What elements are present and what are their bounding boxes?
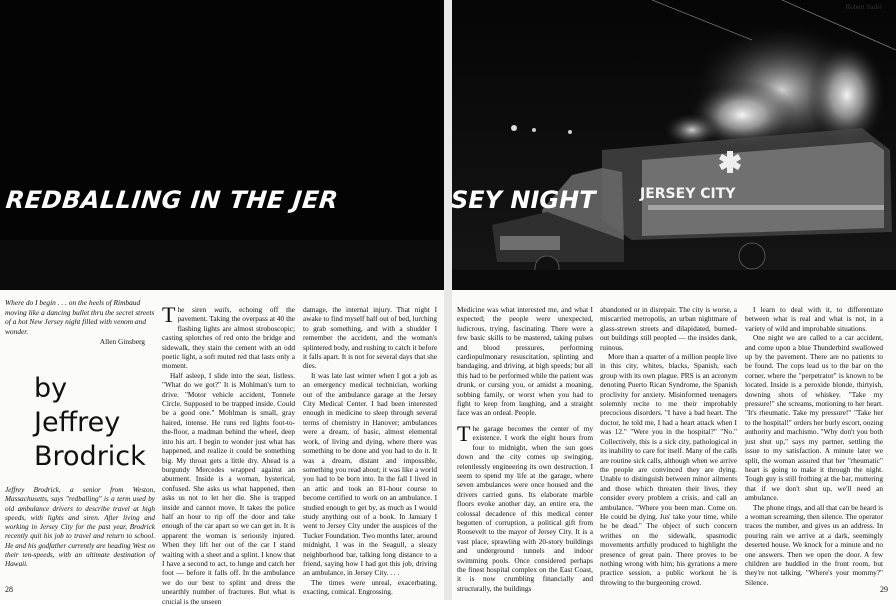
col2-para: The times were unreal, exacerbating, exacting, comical. Engrossing. [303, 577, 437, 597]
column-1 [162, 302, 295, 606]
col3-lead: he garage becomes the center of my existence. I work the eight hours from four to midnight, when the sun goes down and the city comes up swinging, relentlessly engineering its own destruction. I seem to spend my life at the garage, where seven ambulances were once housed and the drivers carried guns. Its elaborate marble floors evoke another day, an entire era, the colossal decadence of this medical center begotten of corruption, a political gift from Roosevelt to the mayor of Jersey City. It is a vast place, sprawling with 20-story buildings and underground tunnels and indoor swimming pools. Once considered perhaps the finest hospital complex on the East Coast, it is now crumbling financially and structurally, the buildings [457, 423, 593, 593]
headline-part2: SEY NIGHT [451, 186, 596, 214]
headline-part1: REDBALLING IN THE JER [4, 186, 340, 214]
page-number-right: 29 [880, 585, 888, 594]
photo-right-half [452, 0, 896, 290]
photo-credit: Robert Sadel [845, 3, 882, 11]
dropcap: T [457, 420, 471, 446]
epigraph-author: Allen Ginsberg [99, 337, 145, 346]
col3-lead-para [457, 420, 593, 593]
byline-name: Brodrick [34, 441, 146, 472]
col2-para: It was late last winter when I got a job as an emergency medical technician, working out of the ambulance garage at the Jersey City Medical Center. I had been interested enough in medicine to sleep through several terms of chemistry in Hanover; ambulances were a dream, of basic, almost elemental work, of living and dying, where there was something to be done and you had to do it. It was a dream, distant and impossible, something you read about; it was like a world you had to be born into. In the fall I lived in an attic and took an 81-hour course to become certified to work on an ambulance. I studied enough to get by, as much as I would study anything out of a book. In January I went to Jersey City under the auspices of the Tucker Foundation. Two months later, around midnight, I was in the Seagull, a sleazy neighborhood bar, talking long distance to a friend, saying how I had got this job, driving an ambulance, in Jersey City. . . . [303, 370, 437, 578]
col5-para: I learn to deal with it, to differentiate between what is real and what is not, in a variety of wild and improbable situations. [745, 305, 883, 333]
col1-para: Half asleep, I slide into the seat, listless. "What do we got?" It is Mohlman's turn to drive. "Motor vehicle accident, Tonnele Circle. Supposed to be trapped inside. Could be a good one." Mohlman is small, gray haired, intense. He runs red lights foot-to-the-floor, a madman behind the wheel, deep into his art. I begin to wonder just what has happened, and realize it could be something big. My throat gets a little dry. Ahead is a burgundy Mercedes wrapped against an abutment. Inside is a woman, hysterical, confused. She asks us what happened, then asks us not to let her die. She is trapped inside and cannot move. It takes the police half an hour to rip off the door and take enough of the car apart so we can get in. It is apparent the woman is seriously injured. When they lift her out of the car I stand waiting with a sheet and a splint. I know that I have a second to act, to lunge and catch her foot — before it falls off. In the ambulance we do our best to splint and dress the unearthly number of fractures. But what is crucial is the unseen [162, 370, 295, 606]
epigraph [5, 298, 155, 347]
col1-lead: he siren [177, 305, 215, 314]
epigraph-text: Where do I begin . . . on the heels of Rimbaud moving like a dancing bullet thru the secret streets of a hot New Jersey night filled with venom and wonder. [5, 298, 155, 336]
col3-para: Medicine was what interested me, and what I expected; the people were unexpected, ludicrous, trying, fascinating. There were a few basic skills to be mastered, taking pulses and blood pressures, performing cardiopulmonary resuscitation, splinting and bandaging, and driving, at high speeds; but all this had to be performed while the patient was drunk, or cursing you, or amidst a moaning, sobbing family, or worst when you had to fight to keep from laughing, and a straight face was an ordeal. People. [457, 305, 593, 418]
col2-para: damage, the internal injury. That night I awake to find myself half out of bed, lurching to grab something, and with a shudder I remember the accident, and the woman's splintered body, and rushing to catch it before it falls apart. It is not for several days that she dies. [303, 305, 437, 371]
col5-para: The phone rings, and all that can be heard is a woman screaming, then silence. The operator traces the number, and gives us an address. In pouring rain we arrive at a dark, seemingly deserted house. We knock for a minute and no one answers. Then we open the door. A few children are huddled in the front room, but they're not talking. "Where's your mommy?" Silence. [745, 502, 883, 587]
column-3 [457, 305, 593, 593]
col4-para: More than a quarter of a million people live in this city, whites, blacks, Spanish, each group with its own plague. PRS is an acronym denoting Puerto Rican Syndrome, the Spanish proclivity for anxiety. Misinformed teenagers solemnly recite to me their improbably precocious disorders. "I have a bad heart. The doctor, he told me, I had a heart attack when I was 12." "Were you in the hospital?" "No." Collectively, this is a sick city, pathological in its inability to care for itself. Many of the calls are routine sick calls, although when we arrive the people are convinced they are dying. Unable to distinguish between minor ailments and those which threaten their lives, they consider every problem a crisis, and call an ambulance. "Where you been man. Come on. He could be dying. Jus' take your time, while he be dead." The object of such concern writhes on the sidewalk, spasmodic movements artfully produced to highlight the presence of great pain. There proves to be nothing wrong with him; his gyrations a mere practice session, a public workout he is throwing to the burgeoning crowd. [600, 352, 737, 587]
author-bio: Jeffrey Brodrick, a senior from Weston, Massachusetts, says "redballing" is a term used by old ambulance drivers to describe travel at high speeds, with lights and siren. After living and working in Jersey City for the past year, Brodrick recently quit his job to travel and return to school. He and his godfather currently are heading West on their ten-speeds, with an ultimate destination of Hawaii. [5, 486, 155, 569]
col1-lead-rest: , echoing off the pavement. Taking the overpass at 40 the flashing lights are almost stroboscopic; casting splotches of red onto the bridge and sidewalk, they stain the cement with an odd poetic light, a soft muted red that lasts only a moment. [162, 305, 295, 371]
page-number-left: 28 [5, 585, 13, 594]
byline [34, 372, 154, 474]
ambulance-text: JERSEY CITY [640, 186, 736, 202]
column-2 [303, 305, 437, 597]
col1-lead-italic: wails [214, 305, 230, 314]
column-5 [745, 305, 883, 587]
column-4 [600, 305, 737, 587]
dropcap: T [162, 302, 176, 327]
left-page [0, 0, 444, 606]
byline-by: by Jeffrey [34, 373, 121, 438]
night-photo-left [0, 0, 444, 290]
ambulance-night-photo [452, 0, 896, 290]
col1-lead-para [162, 302, 295, 371]
right-page [452, 0, 896, 600]
col5-para: One night we are called to a car accident, and come upon a blue Thunderbird swallowed up by the pavement. There are no patients to be found. The cops lead us to the bar on the corner, where the "perpetrator" is known to be located. Inside is a peroxide blonde, thirtyish, downing shots of whiskey. "Take my pressure!" she screams, motioning to her heart. "It's rheumatic. Take my pressure!" "Take her to the hospital!" orders her burly escort, oozing authority and machismo. "Why don't you both just shut up," says my partner, settling the issue to my satisfaction. A minute later we split, the woman assured that her "rheumatic" heart is going to make it through the night. Tough guy is still frothing at the bar, muttering that if we don't shut up, we'll need an ambulance. [745, 333, 883, 503]
page-gutter [444, 0, 452, 600]
photo-left-half [0, 0, 444, 290]
col4-para: abandoned or in disrepair. The city is worse, a miscarried metropolis, an urban nightmare of glass-strewn streets and dilapidated, burned-out buildings still peopled — the insides dank, ruinous. [600, 305, 737, 352]
